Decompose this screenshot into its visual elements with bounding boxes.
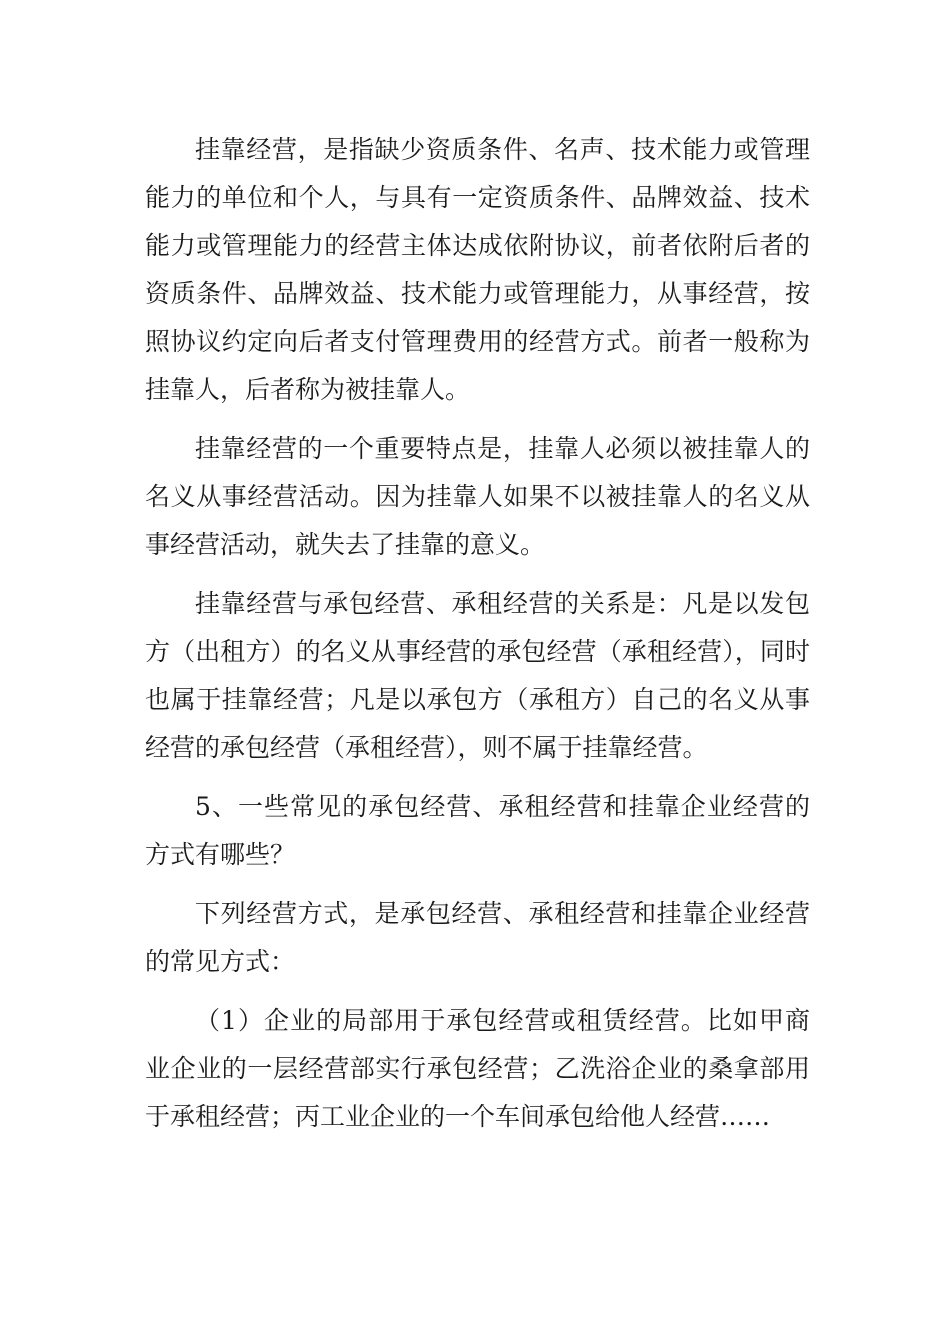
document-body [145, 126, 810, 1152]
paragraph-guakao-definition: 挂靠经营，是指缺少资质条件、名声、技术能力或管理能力的单位和个人，与具有一定资质条件、品牌效益、技术能力或管理能力的经营主体达成依附协议，前者依附后者的资质条件、品牌效益、技术能力或管理能力，从事经营，按照协议约定向后者支付管理费用的经营方式。前者一般称为挂靠人，后者称为被挂靠人。 [145, 135, 810, 404]
paragraph-item-1: （1）企业的局部用于承包经营或租赁经营。比如甲商业企业的一层经营部实行承包经营；乙洗浴企业的桑拿部用于承租经营；丙工业企业的一个车间承包给他人经营…… [145, 1006, 810, 1131]
paragraph-common-methods-intro: 下列经营方式，是承包经营、承租经营和挂靠企业经营的常见方式： [145, 899, 810, 976]
paragraph-guakao-feature: 挂靠经营的一个重要特点是，挂靠人必须以被挂靠人的名义从事经营活动。因为挂靠人如果不以被挂靠人的名义从事经营活动，就失去了挂靠的意义。 [145, 434, 810, 559]
paragraph-question-5: 5、一些常见的承包经营、承租经营和挂靠企业经营的方式有哪些？ [145, 792, 810, 869]
paragraph-guakao-relationship: 挂靠经营与承包经营、承租经营的关系是：凡是以发包方（出租方）的名义从事经营的承包经营（承租经营），同时也属于挂靠经营；凡是以承包方（承租方）自己的名义从事经营的承包经营（承租经营），则不属于挂靠经营。 [145, 589, 810, 762]
